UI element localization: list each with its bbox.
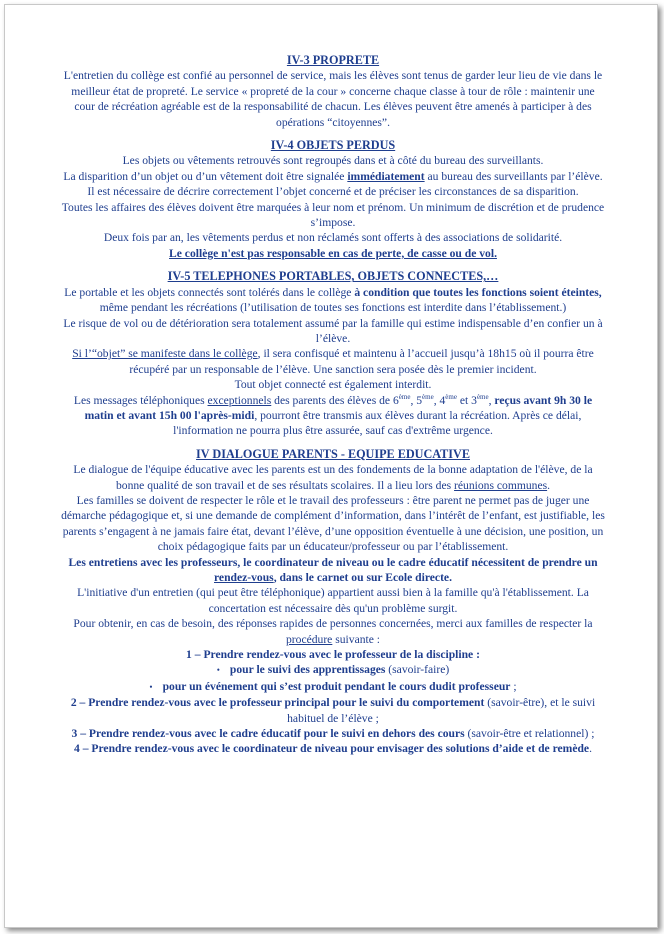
procedure-step-1: 1 – Prendre rendez-vous avec le professeur de la discipline : bbox=[186, 648, 480, 662]
bullet-icon: • bbox=[216, 665, 220, 676]
section-title-objets-perdus: IV-4 OBJETS PERDUS bbox=[270, 138, 396, 153]
procedure-step-2: 2 – Prendre rendez-vous avec le professeur principal pour le suivi du comportement (savoir-être), et le suivi habituel de l’élève ; bbox=[70, 696, 596, 725]
dialogue-p2: Les familles se doivent de respecter le rôle et le travail des professeurs : être parent ne permet pas de juger une démarche pédagogique et, si une demande de complément d’information, dans l’intérêt de l’enfant, est justifiable, les parents s’engagent à ne jamais faire état, devant l’élève, d’une opposition éventuelle à une décision, une position, un choix pédagogique faits par un éducateur/professeur ou par l’établissement. bbox=[61, 493, 605, 554]
immediatement-emphasis: immédiatement bbox=[347, 169, 425, 183]
telephones-p1: Le portable et les objets connectés sont tolérés dans le collège à condition que toutes les fonctions soient éteintes, même pendant les récréations (l’utilisation de toutes ses fonctions est interdite dans l’établissement.) bbox=[64, 285, 602, 315]
document-body bbox=[61, 53, 605, 757]
procedure-bullet-1: • pour le suivi des apprentissages (savoir-faire) bbox=[216, 663, 450, 677]
section-title-dialogue: IV DIALOGUE PARENTS - EQUIPE EDUCATIVE bbox=[196, 446, 470, 461]
objets-perdus-p2: La disparition d’un objet ou d’un vêtement doit être signalée immédiatement au bureau des surveillants par l’élève. bbox=[63, 169, 603, 183]
procedure-bullet-2: • pour un événement qui s’est produit pendant le cours dudit professeur ; bbox=[149, 679, 517, 693]
document-page bbox=[4, 4, 658, 928]
telephones-p3: Si l’“objet” se manifeste dans le collège, il sera confisqué et maintenu à l’accueil jusqu’à 18h15 où il pourra être récupéré par un responsable de l’élève. Une sanction sera posée dès le premier incident. bbox=[72, 347, 594, 376]
objets-perdus-responsibility: Le collège n'est pas responsable en cas de perte, de casse ou de vol. bbox=[169, 246, 497, 260]
objets-perdus-p4: Toutes les affaires des élèves doivent être marquées à leur nom et prénom. Un minimum de discrétion et de prudence s’impose. bbox=[61, 200, 605, 230]
dialogue-p5: Pour obtenir, en cas de besoin, des réponses rapides de personnes concernées, merci aux familles de respecter la procédure suivante : bbox=[73, 617, 593, 646]
procedure-step-3: 3 – Prendre rendez-vous avec le cadre éducatif pour le suivi en dehors des cours (savoir-être et relationnel) ; bbox=[71, 727, 595, 741]
dialogue-p1: Le dialogue de l'équipe éducative avec les parents est un des fondements de la bonne adaptation de l'élève, de la bonne qualité de son travail et de ses résultats scolaires. Il a lieu lors des réunions communes. bbox=[73, 463, 593, 492]
proprete-paragraph: L'entretien du collège est confié au personnel de service, mais les élèves sont tenus de garder leur lieu de vie dans le meilleur état de propreté. Le service « propreté de la cour » concerne chaque classe à tour de rôle : maintenir une cour de récréation agréable est de la responsabilité de chacun. Les élèves peuvent être amenés à participer à des opérations “citoyennes”. bbox=[63, 69, 603, 129]
section-title-proprete: IV-3 PROPRETE bbox=[286, 53, 380, 67]
dialogue-p3: Les entretiens avec les professeurs, le coordinateur de niveau ou le cadre éducatif nécessitent de prendre un rendez-vous, dans le carnet ou sur Ecole directe. bbox=[68, 555, 598, 584]
dialogue-p4: L'initiative d'un entretien (qui peut être téléphonique) appartient aussi bien à la famille qu'à l'établissement. La concertation est nécessaire dès qu'un problème surgit. bbox=[77, 586, 589, 615]
objets-perdus-p3: Il est nécessaire de décrire correctement l’objet concerné et de préciser les circonstances de sa disparition. bbox=[87, 185, 579, 199]
telephones-p2: Le risque de vol ou de détérioration sera totalement assumé par la famille qui estime indispensable d’en confier un à l’élève. bbox=[63, 316, 603, 345]
section-title-telephones: IV-5 TELEPHONES PORTABLES, OBJETS CONNECTES,… bbox=[167, 269, 499, 284]
telephones-p4: Tout objet connecté est également interdit. bbox=[234, 378, 432, 392]
objets-perdus-p5: Deux fois par an, les vêtements perdus et non réclamés sont offerts à des associations de solidarité. bbox=[103, 231, 563, 245]
objets-perdus-p1: Les objets ou vêtements retrouvés sont regroupés dans et à côté du bureau des surveillants. bbox=[122, 154, 544, 168]
bullet-icon: • bbox=[149, 681, 153, 692]
telephones-p5: Les messages téléphoniques exceptionnels des parents des élèves de 6ème, 5ème, 4ème et 3ème, reçus avant 9h 30 le matin et avant 15h 00 l'après-midi, pourront être transmis aux élèves durant la récréation. Après ce délai, l'information ne pourra plus être assurée, sauf cas d'extrême urgence. bbox=[73, 392, 593, 438]
procedure-step-4: 4 – Prendre rendez-vous avec le coordinateur de niveau pour envisager des solutions d’aide et de remède. bbox=[74, 742, 592, 756]
